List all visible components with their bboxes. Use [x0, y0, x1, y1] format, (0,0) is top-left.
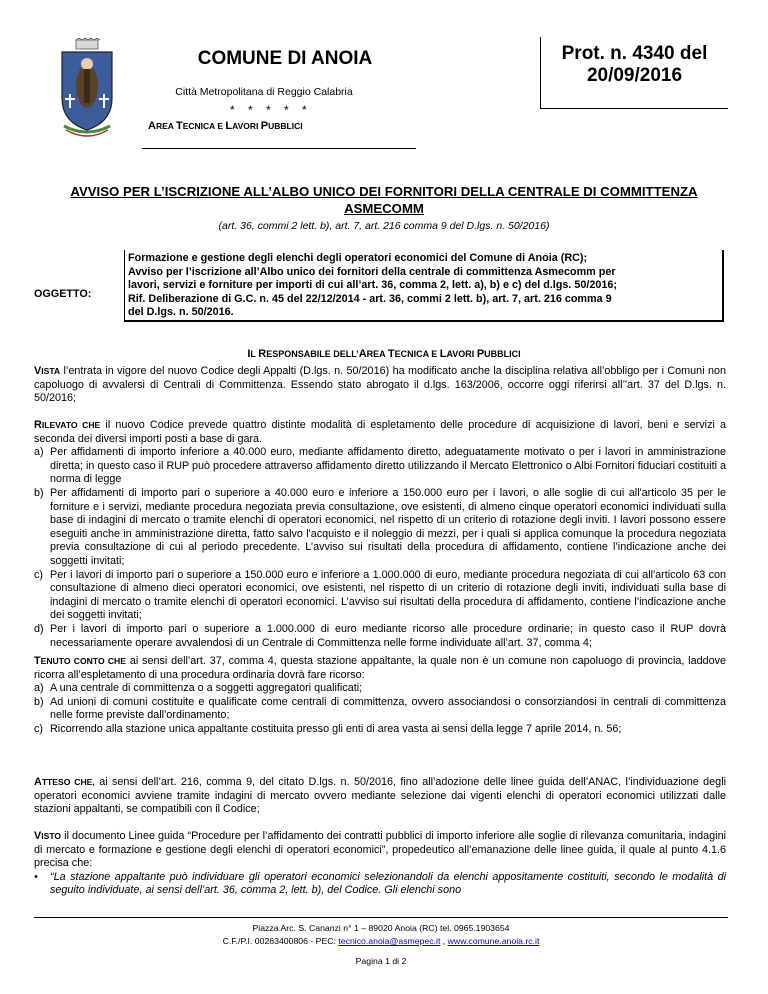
list-label: a) — [34, 446, 44, 459]
list-text: Per affidamenti di importo inferiore a 40.000 euro, mediante affidamento diretto, adeguatamente motivato o per i lavori in amministrazione diretta; in questo caso il RUP può procedere attraverso affidamento diretto utilizzando il Mercato Elettronico o Albi Fornitori fiduciari costituiti a norma di legge — [50, 446, 726, 486]
list-text: Ricorrendo alla stazione unica appaltante costituita presso gli enti di area vasta ai sensi della legge 7 aprile 2014, n. 56; — [50, 722, 622, 735]
list-text: Per i lavori di importo pari o superiore a 150.000 euro e inferiore a 1.000.000 di euro, mediante procedura negoziata di cui all'articolo 63 con consultazione di almeno dieci operatori economici, ove esistenti, nel rispetto di un criterio di rotazione degli inviti, individuati sulla base di indagini di mercato o tramite elenchi di operatori economici. L’avviso sui risultati della procedura di affidamento, contiene l’indicazione anche dei soggetti invitati; — [50, 568, 726, 622]
list-label: d) — [34, 622, 44, 635]
document-subtitle: (art. 36, commi 2 lett. b), art. 7, art. 216 comma 9 del D.lgs. n. 50/2016) — [218, 220, 550, 232]
list-label: b) — [34, 486, 44, 499]
list-text: “La stazione appaltante può individuare gli operatori economici selezionandoli da elenchi appositamente costituiti, secondo le modalità di seguito individuate, ai sensi dell’art. 36, comma 2, lett. b), del Codice. Gli elenchi sono — [50, 870, 726, 897]
protocol-box — [540, 37, 728, 109]
protocol-date: 20/09/2016 — [586, 65, 683, 86]
list-text: Per i lavori di importo pari o superiore a 1.000.000 di euro mediante ricorso alle procedure ordinarie; in questo caso il RUP dovrà necessariamente operare avvalendosi di un Centrale di Committenza nelle forme individuate all’art. 37, comma 4; — [50, 622, 726, 649]
subject-line: Avviso per l’iscrizione all’Albo unico dei fornitori della centrale di committenza Asmecomm per — [128, 265, 616, 278]
subject-line: del D.lgs. n. 50/2016. — [128, 306, 234, 319]
region-name: Città Metropolitana di Reggio Calabria — [175, 86, 353, 98]
website-link[interactable]: www.comune.anoia.rc.it — [447, 936, 540, 946]
page-number: Pagina 1 di 2 — [355, 956, 407, 966]
municipal-crest-logo — [54, 38, 120, 138]
subject-label: OGGETTO: — [34, 288, 92, 300]
pec-email-link[interactable]: tecnico.anoia@asmepec.it — [338, 936, 441, 946]
list-item — [34, 623, 726, 650]
list-text: Per affidamenti di importo pari o superiore a 40.000 euro e inferiore a 150.000 euro per i lavori, o alle soglie di cui all'articolo 35 per le forniture e i servizi, mediante procedura negoziata previa consultazione, ove esistenti, di almeno cinque operatori economici individuati sulla base di indagini di mercato o tramite elenchi di operatori economici, nel rispetto di un criterio di rotazione degli inviti. I lavori possono essere eseguiti anche in amministrazione diretta, fatto salvo l'acquisto e il noleggio di mezzi, per i quali si applica comunque la procedura negoziata previa consultazione di cui al periodo precedente. L’avviso sui risultati della procedura di affidamento, contiene l’indicazione anche dei soggetti invitati; — [50, 486, 726, 567]
bullet-icon: • — [34, 870, 38, 883]
list-item — [34, 446, 726, 487]
list-label: c) — [34, 722, 43, 735]
list-text: A una centrale di committenza o a soggetti aggregatori qualificati; — [50, 682, 363, 695]
paragraph-text: il documento Linee guida “Procedure per l’affidamento dei contratti pubblici di importo inferiore alle soglie di rilevanza comunitaria, indagini di mercato e formazione e gestione degli elenchi di operatori economici”, propedeutico all’emanazione delle linee guida, il quale al punto 4.1.6 precisa che: — [34, 830, 726, 870]
paragraph-atteso: ATTESO CHE, ai sensi dell’art. 216, comma 9, del citato D.lgs. n. 50/2016, fino all’adozione delle linee guida dell’ANAC, l’individuazione degli operatori economici avviene tramite indagini di mercato ovvero mediante selezione dai vigenti elenchi di operatori economici utilizzati dalle stazioni appaltanti, se compatibili con il Codice; — [34, 776, 726, 816]
paragraph-text: ai sensi dell’art. 37, comma 4, questa stazione appaltante, la quale non è un comune non capoluogo di provincia, laddove ricorra all’espletamento di una procedura ordinaria dovrà fare ricorso: — [34, 655, 727, 681]
subject-box — [124, 250, 724, 322]
list-item — [34, 696, 726, 723]
protocol-number: Prot. n. 4340 del — [561, 43, 708, 64]
department-name: AREA TECNICA E LAVORI PUBBLICI — [148, 120, 303, 132]
subject-line: Rif. Deliberazione di G.C. n. 45 del 22/12/2014 - art. 36, commi 2 lett. b), art. 7, art. 216 comma 9 — [128, 292, 612, 305]
paragraph-vista: VISTA l’entrata in vigore del nuovo Codice degli Appalti (D.lgs. n. 50/2016) ha modificato anche la disciplina relativa all’obbligo per i Comuni non capoluogo di avvalersi di Centrali di Committenza. Essendo stato abrogato il d.lgs. 163/2006, occorre oggi riferirsi all’’art. 37 del D.lgs. n. 50/2016; — [34, 365, 726, 405]
paragraph-rilevato: RILEVATO CHE il nuovo Codice prevede quattro distinte modalità di espletamento delle procedure di acquisizione di lavori, beni e servizi a seconda dei diversi importi posti a base di gara. a) Per affidamenti di importo inferiore a 40.000 euro, mediante affidamento diretto, adeguatamente motivato o per i lavori in amministrazione diretta; in questo caso il RUP può procedere attraverso affidamento diretto utilizzando il Mercato Elettronico o Albi Fornitori fiduciari costituiti a norma di legge b) Per affidamenti di importo pari o superiore a 40.000 euro e inferiore a 150.000 euro per i lavori, o alle soglie di cui all'articolo 35 per le forniture e i servizi, mediante procedura negoziata previa consultazione, ove esistenti, di almeno cinque operatori economici individuati sulla base di indagini di mercato o tramite elenchi di operatori economici, nel rispetto di un criterio di rotazione degli inviti. I lavori possono essere eseguiti anche in amministrazione diretta, fatto salvo l'acquisto e il noleggio di mezzi, per i quali si applica comunque la procedura negoziata previa consultazione di cui al periodo precedente. L’avviso sui risultati della procedura di affidamento, contiene l’indicazione anche dei soggetti invitati; c) Per i lavori di importo pari o superiore a 150.000 euro e inferiore a 1.000.000 di euro, mediante procedura negoziata di cui all'articolo 63 con consultazione di almeno dieci operatori economici, ove esistenti, nel rispetto di un criterio di rotazione degli inviti, individuati sulla base di indagini di mercato o tramite elenchi di operatori economici. L’avviso sui risultati della procedura di affidamento, contiene l’indicazione anche dei soggetti invitati; d) Per i lavori di importo pari o superiore a 1.000.000 di euro mediante ricorso alle procedure ordinarie; in questo caso il RUP dovrà necessariamente operare avvalendosi di un Centrale di Committenza nelle forme individuate all’art. 37, comma 4; — [34, 419, 727, 649]
footer-address: Piazza Arc. S. Cananzi n° 1 – 89020 Anoia (RC) tel. 0965.1903654 — [252, 923, 510, 933]
responsible-heading: IL RESPONSABILE DELL’AREA TECNICA E LAVORI PUBBLICI — [247, 348, 521, 360]
paragraph-text: l’entrata in vigore del nuovo Codice degli Appalti (D.lgs. n. 50/2016) ha modificato anche la disciplina relativa all’obbligo per i Comuni non capoluogo di avvalersi di Centrali di Committenza. Essendo stato abrogato il d.lgs. 163/2006, occorre oggi riferirsi all’’art. 37 del D.lgs. n. 50/2016; — [34, 365, 726, 405]
list-text: Ad unioni di comuni costituite e qualificate come centrali di committenza, ovvero associandosi o consorziandosi in centrali di committenza nelle forme previste dall’ordinamento; — [50, 695, 726, 722]
subject-line: Formazione e gestione degli elenchi degli operatori economici del Comune di Anoia (RC); — [128, 252, 588, 264]
footer-contacts — [34, 936, 728, 946]
separator-stars: * * * * * — [230, 103, 312, 117]
footer-divider — [34, 917, 728, 918]
list-item — [34, 871, 726, 898]
paragraph-visto: VISTO il documento Linee guida “Procedure per l’affidamento dei contratti pubblici di importo inferiore alle soglie di rilevanza comunitaria, indagini di mercato e formazione e gestione degli elenchi di operatori economici”, propedeutico all’emanazione delle linee guida, il quale al punto 4.1.6 precisa che: • “La stazione appaltante può individuare gli operatori economici selezionandoli da elenchi appositamente costituiti, secondo le modalità di seguito individuate, ai sensi dell’art. 36, comma 2, lett. b), del Codice. Gli elenchi sono — [34, 830, 726, 897]
subject-line: lavori, servizi e forniture per importi di cui all’art. 36, comma 2, lett. a), b) e c) del d.lgs. 50/2016; — [128, 279, 618, 292]
footer-tax-code: C.F./P.I. 00263400806 - PEC: — [222, 936, 339, 946]
list-item — [34, 569, 726, 623]
header-divider — [142, 148, 416, 149]
list-label: b) — [34, 695, 44, 708]
document-title: AVVISO PER L’ISCRIZIONE ALL’ALBO UNICO DEI FORNITORI DELLA CENTRALE DI COMMITTENZA ASMECOMM — [70, 184, 698, 216]
list-item — [34, 487, 726, 569]
paragraph-text: il nuovo Codice prevede quattro distinte modalità di espletamento delle procedure di acquisizione di lavori, beni e servizi a seconda dei diversi importi posti a base di gara. — [34, 419, 727, 445]
footer-separator: , — [440, 936, 448, 946]
paragraph-text: ai sensi dell’art. 216, comma 9, del citato D.lgs. n. 50/2016, fino all’adozione delle linee guida dell’ANAC, l’individuazione degli operatori economici avviene tramite indagini di mercato ovvero mediante selezione dai vigenti elenchi di operatori economici utilizzati dalle stazioni appaltanti, se compatibili con il Codice; — [34, 776, 726, 816]
organization-name: COMUNE DI ANOIA — [197, 48, 373, 69]
list-item — [34, 723, 726, 737]
list-label: a) — [34, 682, 44, 695]
list-label: c) — [34, 568, 43, 581]
list-item — [34, 682, 726, 696]
paragraph-tenuto-conto: TENUTO CONTO CHE ai sensi dell’art. 37, comma 4, questa stazione appaltante, la quale non è un comune non capoluogo di provincia, laddove ricorra all’espletamento di una procedura ordinaria dovrà fare ricorso: a) A una centrale di committenza o a soggetti aggregatori qualificati; b) Ad unioni di comuni costituite e qualificate come centrali di committenza, ovvero associandosi o consorziandosi in centrali di committenza nelle forme previste dall’ordinamento; c) Ricorrendo alla stazione unica appaltante costituita presso gli enti di area vasta ai sensi della legge 7 aprile 2014, n. 56; — [34, 655, 727, 735]
